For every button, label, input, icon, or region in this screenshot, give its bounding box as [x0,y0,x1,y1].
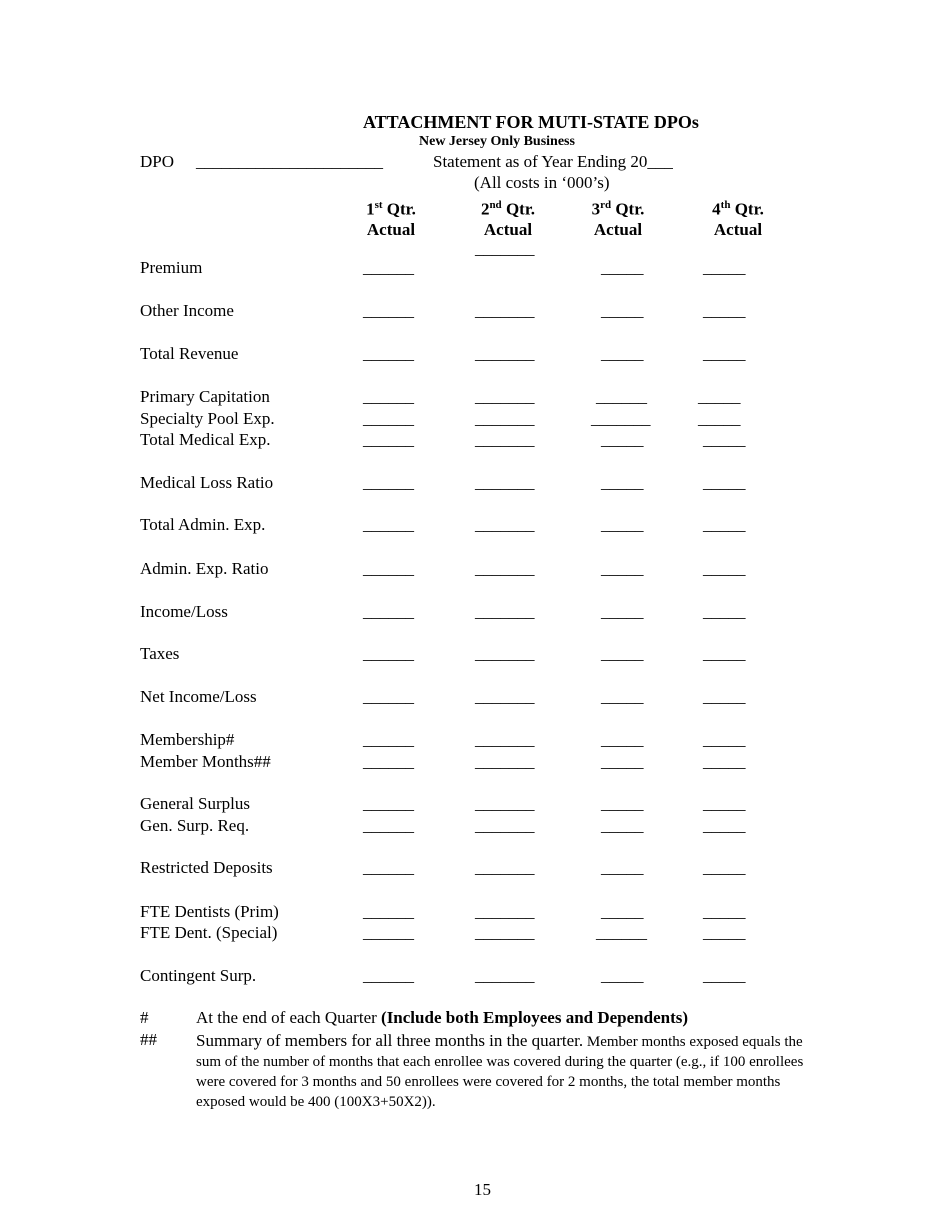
row-label-membership: Membership# [140,730,235,749]
blank-total-medical-exp-q3[interactable]: _____ [601,430,644,449]
blank-primary-capitation-q3[interactable]: ______ [596,387,647,406]
blank-specialty-pool-exp-q3[interactable]: _______ [591,409,651,428]
blank-contingent-surp-q3[interactable]: _____ [601,966,644,985]
row-label-taxes: Taxes [140,644,180,663]
blank-fte-dentists-prim-q2[interactable]: _______ [475,902,535,921]
blank-general-surplus-q3[interactable]: _____ [601,794,644,813]
blank-fte-dentists-prim-q4[interactable]: _____ [703,902,746,921]
footnote-mark-2: ## [140,1030,157,1049]
blank-gen-surp-req-q1[interactable]: ______ [363,816,414,835]
statement-year-ending: Statement as of Year Ending 20___ [433,152,673,171]
blank-total-revenue-q1[interactable]: ______ [363,344,414,363]
blank-total-admin-exp-q2[interactable]: _______ [475,515,535,534]
extra-blank-q2-premium[interactable]: _______ [475,239,535,258]
blank-total-medical-exp-q2[interactable]: _______ [475,430,535,449]
row-label-fte-dentists-prim: FTE Dentists (Prim) [140,902,279,921]
blank-total-admin-exp-q3[interactable]: _____ [601,515,644,534]
row-label-admin-exp-ratio: Admin. Exp. Ratio [140,559,269,578]
blank-total-admin-exp-q1[interactable]: ______ [363,515,414,534]
dpo-label: DPO [140,152,175,171]
blank-admin-exp-ratio-q4[interactable]: _____ [703,559,746,578]
blank-primary-capitation-q2[interactable]: _______ [475,387,535,406]
blank-fte-dentists-prim-q3[interactable]: _____ [601,902,644,921]
row-label-fte-dent-special: FTE Dent. (Special) [140,923,278,942]
blank-membership-q4[interactable]: _____ [703,730,746,749]
blank-income-loss-q1[interactable]: ______ [363,602,414,621]
row-label-gen-surp-req: Gen. Surp. Req. [140,816,250,835]
blank-admin-exp-ratio-q1[interactable]: ______ [363,559,414,578]
footnote-2 [196,1031,806,1112]
blank-gen-surp-req-q4[interactable]: _____ [703,816,746,835]
blank-total-revenue-q4[interactable]: _____ [703,344,746,363]
blank-premium-q4[interactable]: _____ [703,258,746,277]
blank-primary-capitation-q1[interactable]: ______ [363,387,414,406]
blank-gen-surp-req-q3[interactable]: _____ [601,816,644,835]
blank-medical-loss-ratio-q3[interactable]: _____ [601,473,644,492]
footnote-1-plain: At the end of each Quarter [196,1008,382,1027]
row-label-specialty-pool-exp: Specialty Pool Exp. [140,409,275,428]
blank-premium-q1[interactable]: ______ [363,258,414,277]
blank-total-medical-exp-q4[interactable]: _____ [703,430,746,449]
blank-contingent-surp-q1[interactable]: ______ [363,966,414,985]
blank-other-income-q4[interactable]: _____ [703,301,746,320]
blank-fte-dent-special-q2[interactable]: _______ [475,923,535,942]
blank-income-loss-q3[interactable]: _____ [601,602,644,621]
footnote-1 [196,1008,688,1028]
blank-other-income-q2[interactable]: _______ [475,301,535,320]
row-label-net-income-loss: Net Income/Loss [140,687,257,706]
footnote-2-lead: Summary of members for all three months in the quarter. [196,1031,584,1050]
blank-membership-q1[interactable]: ______ [363,730,414,749]
blank-net-income-loss-q3[interactable]: _____ [601,687,644,706]
blank-taxes-q3[interactable]: _____ [601,644,644,663]
column-header-q2: 2nd Qtr. Actual [480,199,536,239]
blank-admin-exp-ratio-q3[interactable]: _____ [601,559,644,578]
blank-specialty-pool-exp-q4[interactable]: _____ [698,409,741,428]
row-label-total-medical-exp: Total Medical Exp. [140,430,271,449]
blank-general-surplus-q1[interactable]: ______ [363,794,414,813]
blank-restricted-deposits-q2[interactable]: _______ [475,858,535,877]
blank-member-months-q3[interactable]: _____ [601,752,644,771]
blank-medical-loss-ratio-q4[interactable]: _____ [703,473,746,492]
blank-general-surplus-q2[interactable]: _______ [475,794,535,813]
blank-membership-q2[interactable]: _______ [475,730,535,749]
blank-gen-surp-req-q2[interactable]: _______ [475,816,535,835]
row-label-total-admin-exp: Total Admin. Exp. [140,515,266,534]
blank-medical-loss-ratio-q1[interactable]: ______ [363,473,414,492]
blank-premium-q3[interactable]: _____ [601,258,644,277]
blank-contingent-surp-q2[interactable]: _______ [475,966,535,985]
blank-total-revenue-q3[interactable]: _____ [601,344,644,363]
blank-other-income-q1[interactable]: ______ [363,301,414,320]
footnote-mark-1: # [140,1008,149,1027]
column-header-q1: 1st Qtr. Actual [366,199,416,239]
column-header-q3: 3rd Qtr. Actual [591,199,645,239]
blank-income-loss-q4[interactable]: _____ [703,602,746,621]
footnote-1-bold: (Include both Employees and Dependents) [381,1008,689,1027]
row-label-premium: Premium [140,258,203,277]
blank-member-months-q2[interactable]: _______ [475,752,535,771]
blank-restricted-deposits-q4[interactable]: _____ [703,858,746,877]
row-label-member-months: Member Months## [140,752,271,771]
blank-taxes-q4[interactable]: _____ [703,644,746,663]
blank-fte-dent-special-q1[interactable]: ______ [363,923,414,942]
row-label-primary-capitation: Primary Capitation [140,387,270,406]
blank-medical-loss-ratio-q2[interactable]: _______ [475,473,535,492]
blank-income-loss-q2[interactable]: _______ [475,602,535,621]
dpo-name-blank[interactable]: ______________________ [196,152,383,171]
blank-member-months-q4[interactable]: _____ [703,752,746,771]
footnote-2-rest: Member months exposed equals the sum of the number of months that each enrollee was covered during the quarter (e.g., if 100 enrollees were covered for 3 months and 50 enrollees were covered for 2 months, the total member months exposed would be 400 (100X3+50X2)). [196,1034,804,1110]
column-header-q4: 4th Qtr. Actual [712,199,764,239]
row-label-other-income: Other Income [140,301,234,320]
blank-net-income-loss-q1[interactable]: ______ [363,687,414,706]
row-label-total-revenue: Total Revenue [140,344,239,363]
blank-total-revenue-q2[interactable]: _______ [475,344,535,363]
blank-primary-capitation-q4[interactable]: _____ [698,387,741,406]
page-subtitle: New Jersey Only Business [419,134,575,149]
blank-specialty-pool-exp-q1[interactable]: ______ [363,409,414,428]
blank-fte-dent-special-q4[interactable]: _____ [703,923,746,942]
blank-taxes-q1[interactable]: ______ [363,644,414,663]
blank-net-income-loss-q2[interactable]: _______ [475,687,535,706]
row-label-income-loss: Income/Loss [140,602,228,621]
row-label-general-surplus: General Surplus [140,794,251,813]
blank-total-admin-exp-q4[interactable]: _____ [703,515,746,534]
costs-note: (All costs in ‘000’s) [474,173,610,192]
page-number: 15 [474,1180,491,1199]
blank-specialty-pool-exp-q2[interactable]: _______ [475,409,535,428]
row-label-contingent-surp: Contingent Surp. [140,966,257,985]
blank-restricted-deposits-q3[interactable]: _____ [601,858,644,877]
blank-general-surplus-q4[interactable]: _____ [703,794,746,813]
row-label-medical-loss-ratio: Medical Loss Ratio [140,473,274,492]
blank-fte-dentists-prim-q1[interactable]: ______ [363,902,414,921]
blank-other-income-q3[interactable]: _____ [601,301,644,320]
blank-fte-dent-special-q3[interactable]: ______ [596,923,647,942]
blank-membership-q3[interactable]: _____ [601,730,644,749]
blank-taxes-q2[interactable]: _______ [475,644,535,663]
page-title: ATTACHMENT FOR MUTI-STATE DPOs [363,112,699,132]
blank-total-medical-exp-q1[interactable]: ______ [363,430,414,449]
blank-restricted-deposits-q1[interactable]: ______ [363,858,414,877]
blank-net-income-loss-q4[interactable]: _____ [703,687,746,706]
row-label-restricted-deposits: Restricted Deposits [140,858,273,877]
blank-member-months-q1[interactable]: ______ [363,752,414,771]
blank-contingent-surp-q4[interactable]: _____ [703,966,746,985]
blank-admin-exp-ratio-q2[interactable]: _______ [475,559,535,578]
